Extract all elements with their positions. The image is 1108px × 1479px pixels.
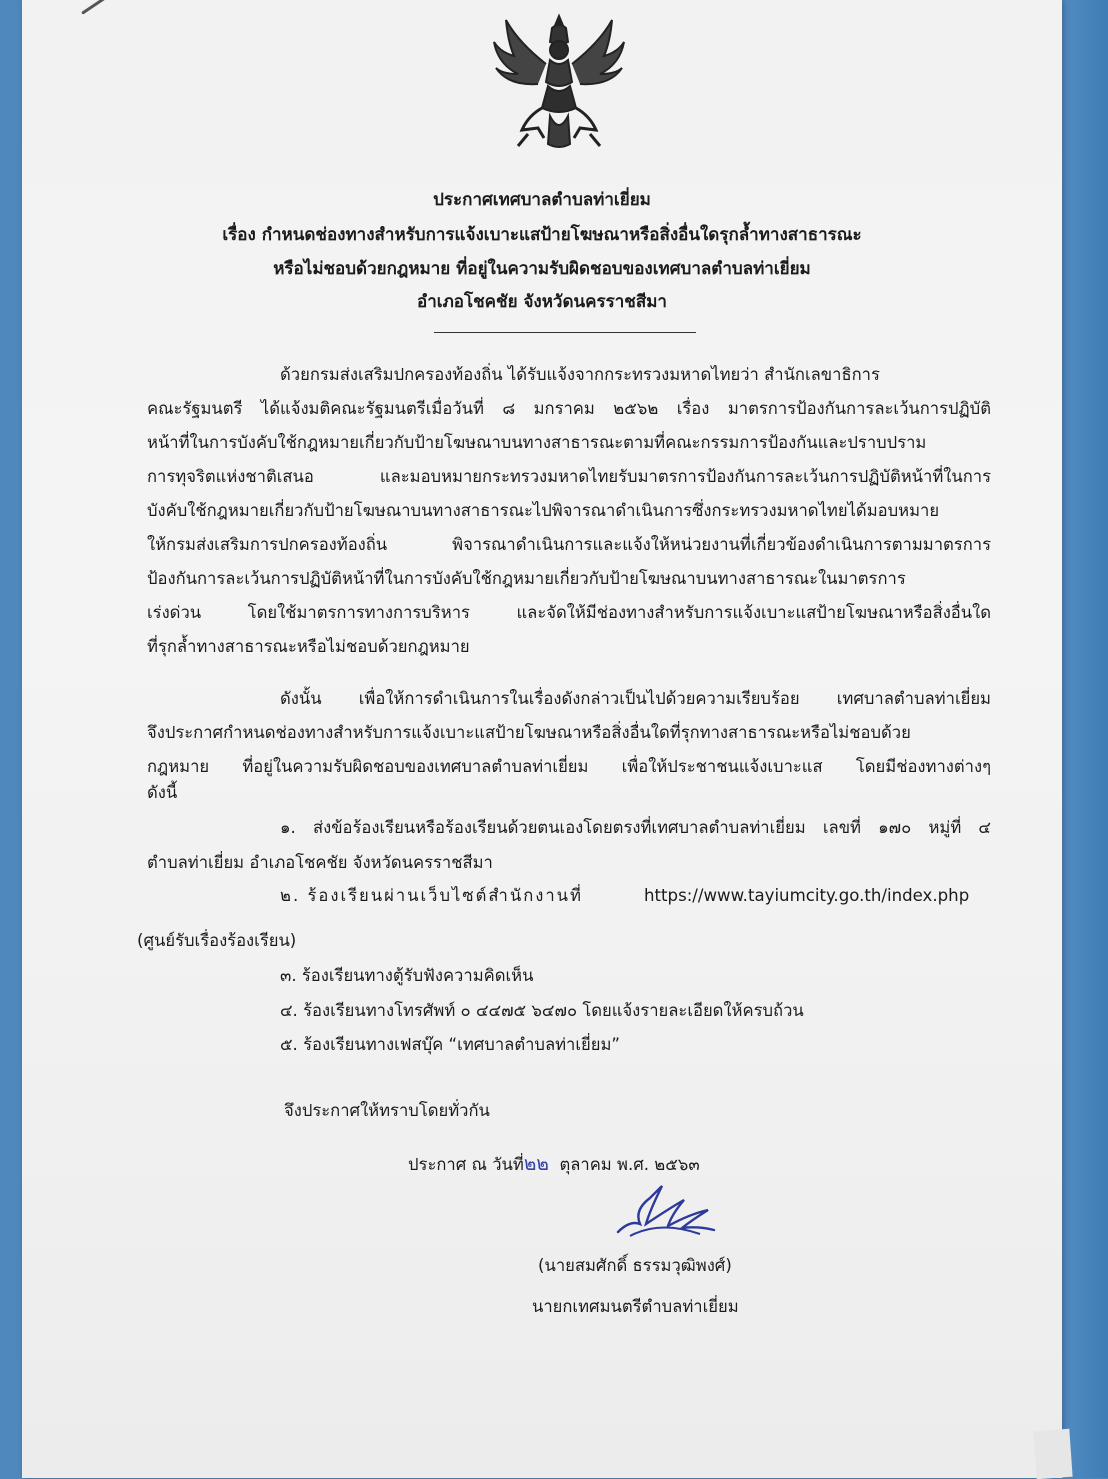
paragraph1-line: ให้กรมส่งเสริมการปกครองท้องถิ่น พิจารณาดำเนินการและแจ้งให้หน่วยงานที่เกี่ยวข้องดำเนินการตามมาตรการ xyxy=(147,535,991,554)
closing-statement: จึงประกาศให้ทราบโดยทั่วกัน xyxy=(284,1101,490,1120)
document-title: ประกาศเทศบาลตำบลท่าเยี่ยม xyxy=(433,190,651,210)
title-divider xyxy=(434,332,696,333)
announcement-date xyxy=(408,1153,700,1176)
subject-line-2: หรือไม่ชอบด้วยกฎหมาย ที่อยู่ในความรับผิดชอบของเทศบาลตำบลท่าเยี่ยม xyxy=(273,259,811,279)
paragraph1-line: ด้วยกรมส่งเสริมปกครองท้องถิ่น ได้รับแจ้งจากกระทรวงมหาดไทยว่า สำนักเลขาธิการ xyxy=(280,365,880,384)
channel-item-3: ๓. ร้องเรียนทางตู้รับฟังความคิดเห็น xyxy=(280,966,534,985)
paragraph1-line: บังคับใช้กฎหมายเกี่ยวกับป้ายโฆษณาบนทางสาธารณะไปพิจารณาดำเนินการซึ่งกระทรวงมหาดไทยได้มอบหมาย xyxy=(147,501,940,520)
website-url: https://www.tayiumcity.go.th/index.php xyxy=(644,886,970,905)
channel-item-5: ๕. ร้องเรียนทางเฟสบุ๊ค “เทศบาลตำบลท่าเยี่ยม” xyxy=(280,1035,621,1054)
signatory-position: นายกเทศมนตรีตำบลท่าเยี่ยม xyxy=(532,1297,739,1316)
paragraph2-line: จึงประกาศกำหนดช่องทางสำหรับการแจ้งเบาะแสป้ายโฆษณาหรือสิ่งอื่นใดที่รุกทางสาธารณะหรือไม่ชอบด้วย xyxy=(147,723,911,742)
paper-corner xyxy=(1033,1429,1072,1479)
subject-line-1: เรื่อง กำหนดช่องทางสำหรับการแจ้งเบาะแสป้ายโฆษณาหรือสิ่งอื่นใดรุกล้ำทางสาธารณะ xyxy=(222,225,862,245)
paragraph2-line: ดังนี้ xyxy=(147,783,178,802)
document-page xyxy=(22,0,1062,1478)
paragraph1-line: การทุจริตแห่งชาติเสนอ และมอบหมายกระทรวงมหาดไทยรับมาตรการป้องกันการละเว้นการปฏิบัติหน้าที่ในการ xyxy=(147,467,991,486)
paragraph1-line: คณะรัฐมนตรี ได้แจ้งมติคณะรัฐมนตรีเมื่อวันที่ ๘ มกราคม ๒๕๖๒ เรื่อง มาตรการป้องกันการละเว้นการปฏิบัติ xyxy=(147,399,991,418)
signatory-name: (นายสมศักดิ์ ธรรมวุฒิพงศ์) xyxy=(538,1256,732,1275)
garuda-emblem-icon xyxy=(488,12,630,154)
channel-item-4: ๔. ร้องเรียนทางโทรศัพท์ ๐ ๔๔๗๕ ๖๔๗๐ โดยแจ้งรายละเอียดให้ครบถ้วน xyxy=(280,1001,804,1020)
date-prefix: ประกาศ ณ วันที่ xyxy=(408,1155,524,1174)
channel-item-2-note: (ศูนย์รับเรื่องร้องเรียน) xyxy=(137,931,297,950)
paragraph2-line: ดังนั้น เพื่อให้การดำเนินการในเรื่องดังกล่าวเป็นไปด้วยความเรียบร้อย เทศบาลตำบลท่าเยี่ยม xyxy=(280,689,991,708)
handwritten-day: ๒๒ xyxy=(523,1153,549,1175)
subject-line-3: อำเภอโชคชัย จังหวัดนครราชสีมา xyxy=(417,292,667,312)
paragraph1-line: เร่งด่วน โดยใช้มาตรการทางการบริหาร และจัดให้มีช่องทางสำหรับการแจ้งเบาะแสป้ายโฆษณาหรือสิ่งอื่นใด xyxy=(147,603,991,622)
channel-item-1-address: ตำบลท่าเยี่ยม อำเภอโชคชัย จังหวัดนครราชสีมา xyxy=(147,853,493,872)
paragraph1-line: ที่รุกล้ำทางสาธารณะหรือไม่ชอบด้วยกฎหมาย xyxy=(147,637,470,656)
date-suffix: ตุลาคม พ.ศ. ๒๕๖๓ xyxy=(559,1155,700,1174)
channel-item-2: ๒. ร้องเรียนผ่านเว็บไซต์สำนักงานที่ xyxy=(280,886,583,905)
handwritten-signature xyxy=(610,1180,720,1240)
channel-item-1: ๑. ส่งข้อร้องเรียนหรือร้องเรียนด้วยตนเองโดยตรงที่เทศบาลตำบลท่าเยี่ยม เลขที่ ๑๗๐ หมู่ที่ ๔ xyxy=(280,818,991,837)
paragraph1-line: หน้าที่ในการบังคับใช้กฎหมายเกี่ยวกับป้ายโฆษณาบนทางสาธารณะตามที่คณะกรรมการป้องกันและปราบปราม xyxy=(147,433,927,452)
pen-mark xyxy=(81,0,149,15)
paragraph1-line: ป้องกันการละเว้นการปฏิบัติหน้าที่ในการบังคับใช้กฎหมายเกี่ยวกับป้ายโฆษณาบนทางสาธารณะในมาตรการ xyxy=(147,569,906,588)
paragraph2-line: กฎหมาย ที่อยู่ในความรับผิดชอบของเทศบาลตำบลท่าเยี่ยม เพื่อให้ประชาชนแจ้งเบาะแส โดยมีช่องทางต่างๆ xyxy=(147,757,991,776)
